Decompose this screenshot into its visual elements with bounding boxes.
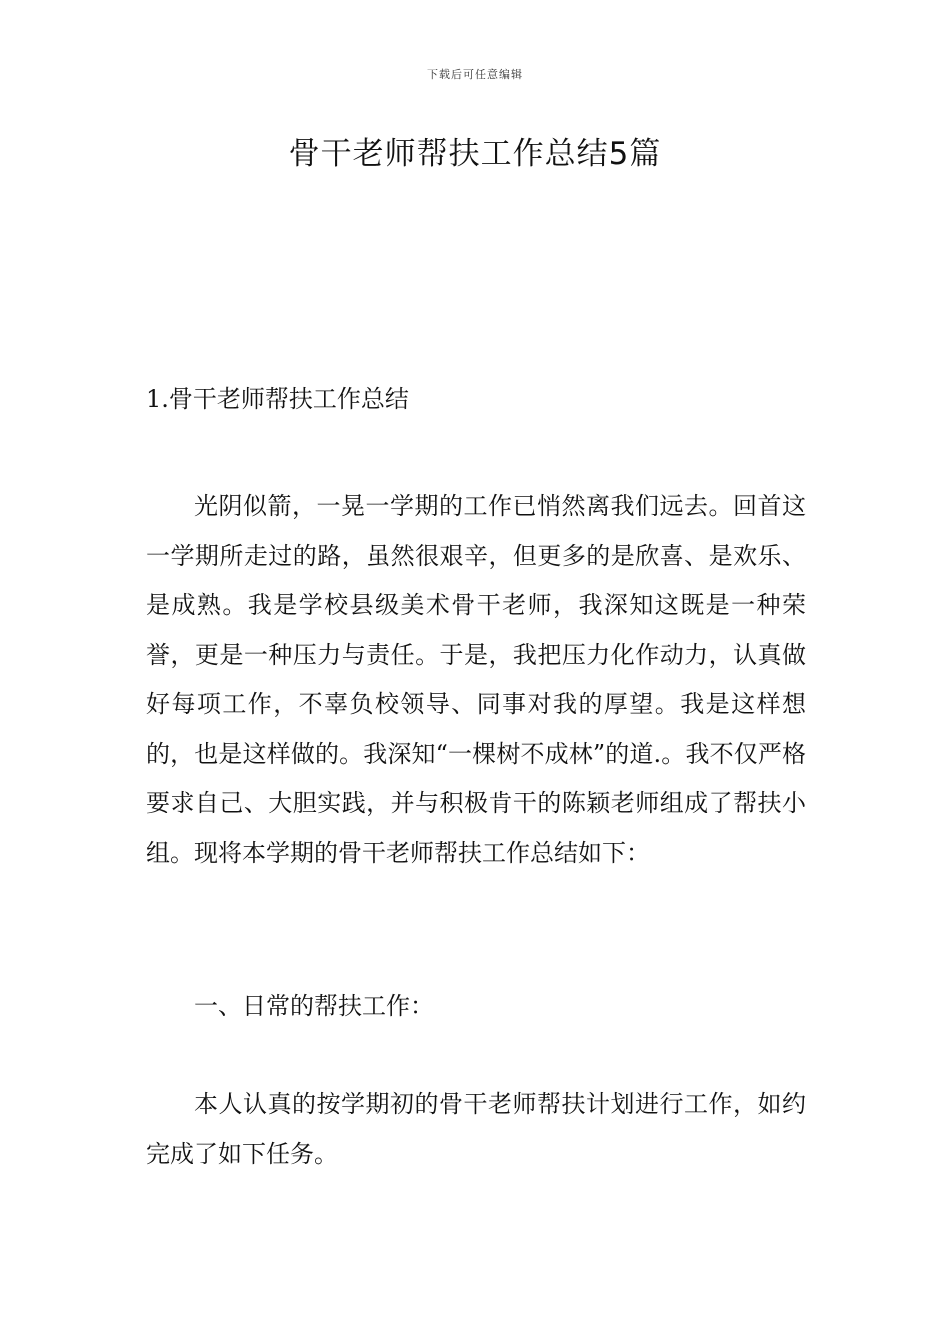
paragraph-tasks: 本人认真的按学期初的骨干老师帮扶计划进行工作，如约完成了如下任务。: [146, 1090, 806, 1168]
paragraph-intro: 光阴似箭，一晃一学期的工作已悄然离我们远去。回首这一学期所走过的路，虽然很艰辛，但更多的是欣喜、是欢乐、是成熟。我是学校县级美术骨干老师，我深知这既是一种荣誉，更是一种压力与责任。于是，我把压力化作动力，认真做好每项工作，不辜负校领导、同事对我的厚望。我是这样想的，也是这样做的。我深知“一棵树不成林”的道.。我不仅严格要求自己、大胆实践，并与积极肯干的陈颖老师组成了帮扶小组。现将本学期的骨干老师帮扶工作总结如下：: [146, 492, 806, 867]
header-note: 下载后可任意编辑: [427, 68, 523, 81]
paragraph-subheading: 一、日常的帮扶工作：: [194, 992, 434, 1020]
document-title: 骨干老师帮扶工作总结5篇: [288, 136, 662, 172]
section-heading: 1.骨干老师帮扶工作总结: [146, 385, 409, 413]
